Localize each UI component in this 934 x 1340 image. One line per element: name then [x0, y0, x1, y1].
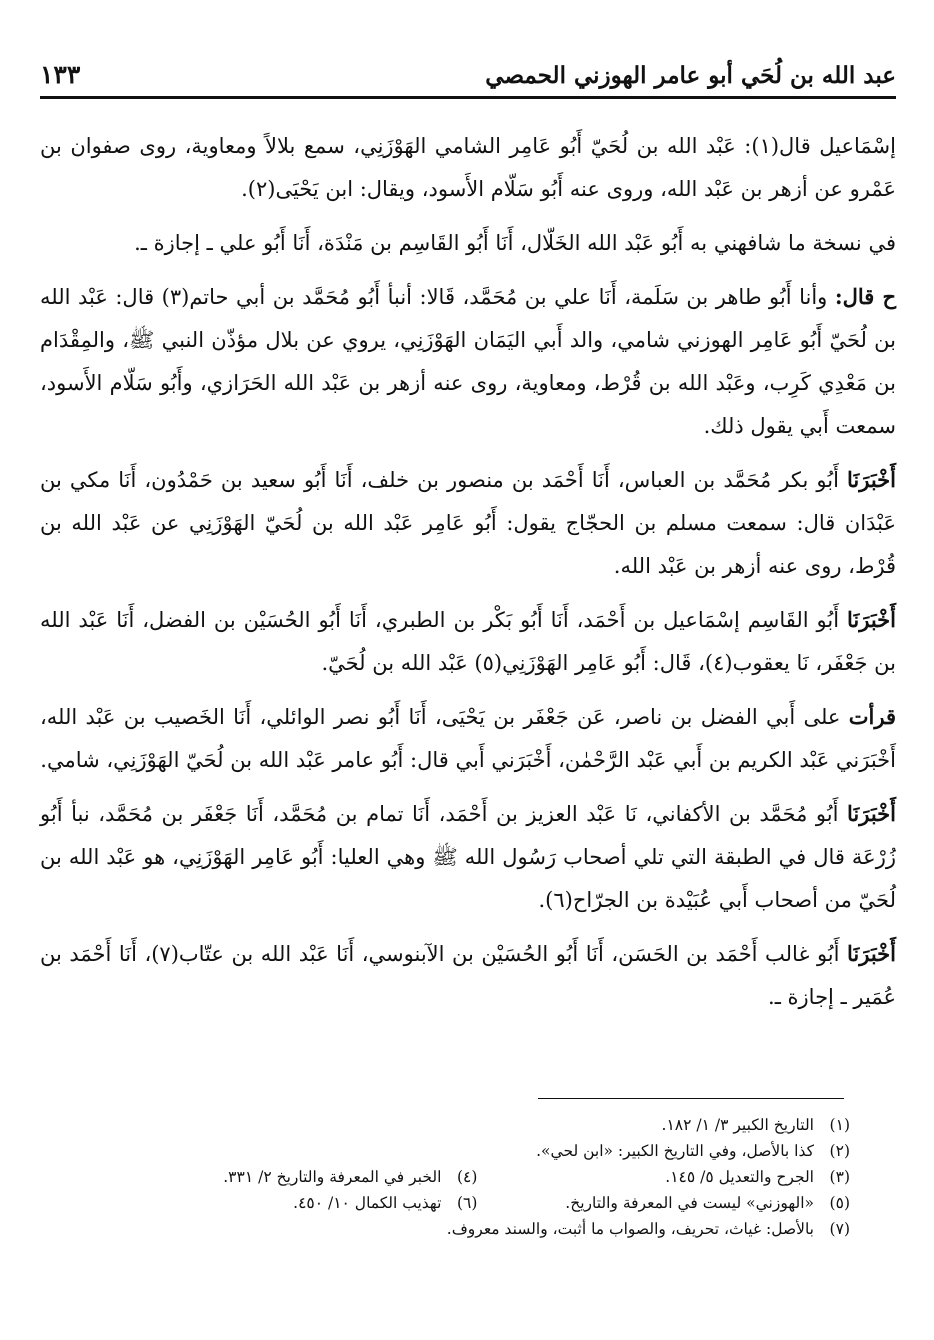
footnote-row [40, 1112, 850, 1138]
paragraph-text: إسْمَاعيل قال(١): عَبْد الله بن لُحَيّ أَبُو عَامِر الشامي الهَوْزَنِي، سمع بلالاً ومعاوية، روى صفوان بن عَمْرو عن أزهر بن عَبْد الله، وروى عنه أَبُو سَلّام الأَسود، ويقال: ابن يَحْيَى(٢). [40, 134, 896, 201]
footnote-number: (١) [829, 1116, 850, 1134]
paragraph [40, 695, 896, 782]
paragraph-lead: أَخْبَرَنَا [847, 801, 896, 826]
footnote-text: «الهوزني» ليست في المعرفة والتاريخ. [565, 1194, 814, 1212]
footnote [662, 1112, 850, 1138]
page-number: ١٣٣ [40, 60, 81, 89]
paragraph-text: أَبُو القَاسِم إسْمَاعيل بن أَحْمَد، أَنَا أَبُو بَكْر بن الطبري، أَنَا أَبُو الحُسَيْن بن الفضل، أَنَا عَبْد الله بن جَعْفَر، نَا يعقوب(٤)، قَال: أَبُو عَامِر الهَوْزَنِي(٥) عَبْد الله بن لُحَيّ. [40, 608, 896, 675]
paragraph [40, 221, 896, 265]
footnote-text: التاريخ الكبير ٣/ ١/ ١٨٢. [661, 1116, 814, 1134]
footnote-number: (٣) [829, 1168, 850, 1186]
paragraph [40, 124, 896, 211]
paragraph-lead: ح قال: [834, 284, 896, 309]
footnote [477, 1164, 850, 1190]
main-text [40, 124, 896, 1029]
paragraph [40, 275, 896, 448]
footnotes [40, 1112, 850, 1242]
paragraph-text: وأنا أَبُو طاهر بن سَلَمة، أَنَا علي بن مُحَمَّد، قَالا: أنبأ أَبُو مُحَمَّد بن أبي حاتم(٣) قال: عَبْد الله بن لُحَيّ أَبُو عَامِر الهوزني شامي، والد أَبي اليَمَان الهَوْزَنِي، يروي عن بلال مؤذّن النبي ﷺ، والمِقْدَام بن مَعْدِي كَرِب، وعَبْد الله بن قُرْط، ومعاوية، روى عنه أزهر بن عَبْد الله الحَرَازي، وأَبُو سَلّام الأَسود، سمعت أَبي يقول ذلك. [40, 285, 896, 438]
footnote-text: بالأصل: غياث، تحريف، والصواب ما أثبت، والسند معروف. [446, 1220, 814, 1238]
footnote-text: الجرح والتعديل ٥/ ١٤٥. [665, 1168, 814, 1186]
footnote-number: (٧) [829, 1220, 850, 1238]
footnote [477, 1190, 850, 1216]
footnote-row [40, 1190, 850, 1216]
paragraph-text: على أَبي الفضل بن ناصر، عَن جَعْفَر بن يَحْيَى، أَنَا أَبُو نصر الوائلي، أَنَا الخَصيب بن عَبْد الله، أَخْبَرَني عَبْد الكريم بن أَبي عَبْد الرَّحْمٰن، أَخْبَرَني أَبي قال: أَبُو عامر عَبْد الله بن لُحَيّ الهَوْزَنِي، شامي. [40, 705, 896, 772]
footnote [105, 1190, 478, 1216]
footnote [447, 1216, 850, 1242]
paragraph-lead: أَخْبَرَنَا [847, 607, 896, 632]
paragraph-text: في نسخة ما شافهني به أَبُو عَبْد الله الخَلّال، أَنَا أَبُو القَاسِم بن مَنْدَة، أَنَا أَبُو علي ـ إجازة ـ. [134, 231, 896, 255]
footnote [536, 1138, 850, 1164]
footnote-text: الخبر في المعرفة والتاريخ ٢/ ٣٣١. [223, 1168, 442, 1186]
footnote-row [40, 1164, 850, 1190]
paragraph [40, 792, 896, 922]
paragraph [40, 598, 896, 685]
footnote-row [40, 1216, 850, 1242]
paragraph [40, 932, 896, 1019]
footnote-number: (٤) [456, 1168, 478, 1186]
paragraph-text: أَبُو غالب أَحْمَد بن الحَسَن، أَنَا أَبُو الحُسَيْن بن الآبنوسي، أَنَا عَبْد الله بن عتّاب(٧)، أَنَا أَحْمَد بن عُمَير ـ إجازة ـ. [40, 942, 896, 1009]
footnote-row [40, 1138, 850, 1164]
footnote-text: تهذيب الكمال ١٠/ ٤٥٠. [293, 1194, 442, 1212]
footnote-number: (٢) [829, 1142, 850, 1160]
footnote-number: (٦) [456, 1194, 478, 1212]
page-header [40, 56, 896, 94]
footnote-text: كذا بالأصل، وفي التاريخ الكبير: «ابن لحي». [536, 1142, 814, 1160]
footnote [105, 1164, 478, 1190]
header-rule [40, 96, 896, 99]
paragraph-lead: قرأت [848, 704, 896, 729]
paragraph-text: أَبُو بكر مُحَمَّد بن العباس، أَنَا أَحْمَد بن منصور بن خلف، أَنَا أَبُو سعيد بن حَمْدُون، أَنَا مكي بن عَبْدَان قال: سمعت مسلم بن الحجّاج يقول: أَبُو عَامِر عَبْد الله بن لُحَيّ الهَوْزَنِي عن عَبْد الله بن قُرْط، روى عنه أزهر بن عَبْد الله. [40, 468, 896, 578]
paragraph [40, 458, 896, 588]
running-title: عبد الله بن لُحَي أبو عامر الهوزني الحمصي [485, 62, 896, 89]
footnote-number: (٥) [829, 1194, 850, 1212]
footnote-rule [538, 1098, 844, 1099]
paragraph-text: أَبُو مُحَمَّد بن الأكفاني، نَا عَبْد العزيز بن أَحْمَد، أَنَا تمام بن مُحَمَّد، أَنَا جَعْفَر بن مُحَمَّد، نبأ أَبُو زُرْعَة قال في الطبقة التي تلي أصحاب رَسُول الله ﷺ وهي العليا: أَبُو عَامِر الهَوْزَنِي، هو عَبْد الله بن لُحَيّ من أصحاب أَبي عُبَيْدة بن الجرّاح(٦). [40, 802, 896, 912]
paragraph-lead: أَخْبَرَنَا [847, 467, 896, 492]
paragraph-lead: أَخْبَرَنَا [847, 941, 896, 966]
